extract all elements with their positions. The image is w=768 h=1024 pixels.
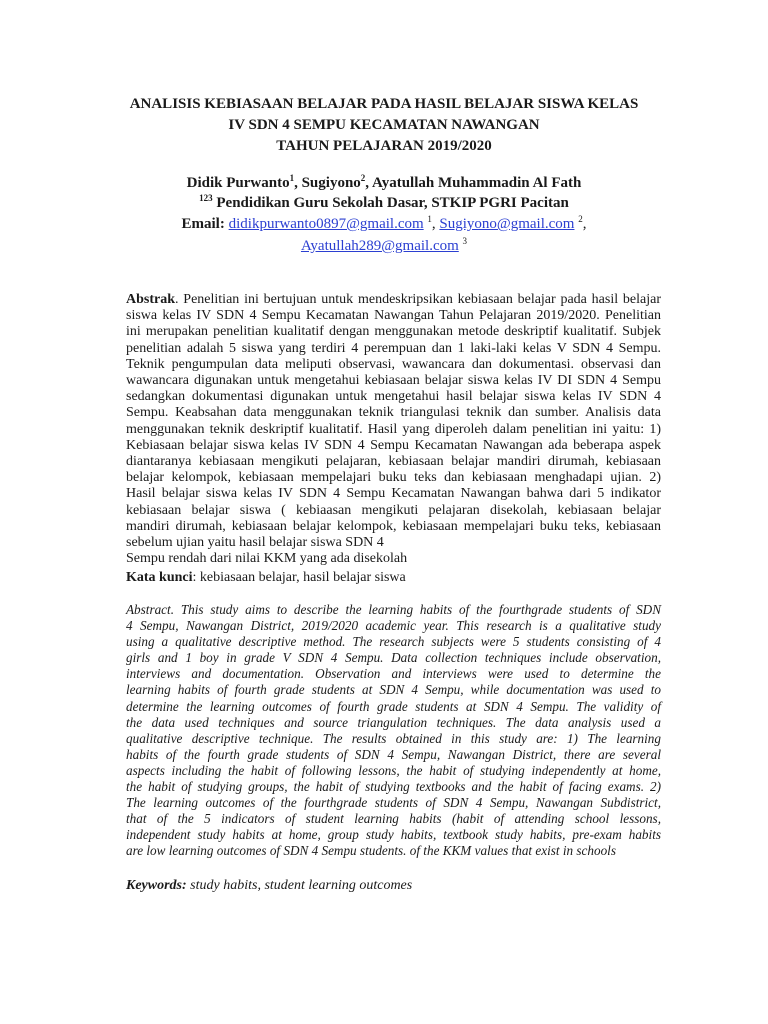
- abstract-line: independent study habits at home, group study habits, textbook study habits, pre-exam habits: [126, 827, 661, 843]
- paper-title: [80, 94, 688, 157]
- keywords-label: Keywords:: [126, 878, 187, 893]
- title-line-2: IV SDN 4 SEMPU KECAMATAN NAWANGAN: [228, 117, 540, 133]
- author-2-sup: 2: [360, 173, 366, 183]
- email-3-sup: 3: [462, 236, 468, 246]
- abstract-line: qualitative descriptive technique. The results obtained in this study are: 1) The learning: [126, 730, 661, 746]
- title-line-3: TAHUN PELAJARAN 2019/2020: [276, 138, 492, 154]
- email-link-2[interactable]: Sugiyono@gmail.com: [439, 216, 575, 232]
- abstract-line: using a qualitative descriptive method. The research subjects were 5 students consisting of 4: [126, 634, 661, 650]
- abstract-line: the data used techniques and source triangulation techniques. The data analysis used a: [126, 714, 661, 730]
- abstract-line: aspects including the habit of following lessons, the habit of studying independently at home,: [126, 762, 661, 778]
- abstract-line: habits of the fourth grade students of SDN 4 Sempu, Nawangan District, there are several: [126, 746, 661, 762]
- abstrak-line: Abstrak. Penelitian ini bertujuan untuk mendeskripsikan kebiasaan belajar pada hasil belajar: [126, 292, 661, 307]
- author-1-sup: 1: [289, 173, 295, 183]
- abstrak-line: wawancara digunakan untuk mengetahui kebiasaan belajar siswa kelas IV DI SDN 4 Sempu: [126, 373, 661, 389]
- author-2: Sugiyono: [301, 175, 361, 191]
- abstrak-line: belajar kelompok, kebiasaan mempelajari buku teks dan kebiasaan menghadapi ujian. 2): [126, 470, 661, 486]
- affiliation: [80, 193, 688, 214]
- abstract-line: 4 Sempu, Nawangan District, 2019/2020 academic year. This research is a qualitative study: [126, 618, 661, 634]
- abstract-line: The learning outcomes of the fourthgrade students of SDN 4 Sempu, Nawangan Subdistrict,: [126, 795, 661, 811]
- abstrak-line: mandiri dirumah, kebiasaan belajar kelompok, kebiasaan mempelajari buku teks, kebiasaan: [126, 518, 661, 534]
- abstrak-line: Sempu. Keabsahan data menggunakan teknik triangulasi teknik dan sumber. Analisis data: [126, 405, 661, 421]
- affiliation-text: Pendidikan Guru Sekolah Dasar, STKIP PGRI Pacitan: [212, 195, 569, 211]
- email-link-3[interactable]: Ayatullah289@gmail.com: [300, 238, 459, 254]
- keywords-text: study habits, student learning outcomes: [186, 878, 413, 893]
- kata-kunci-text: : kebiasaan belajar, hasil belajar siswa: [192, 570, 406, 585]
- abstrak-line: Hasil belajar siswa kelas IV SDN 4 Sempu Kecamatan Nawangan bahwa dari 5 indikator: [126, 486, 661, 502]
- abstract-english: [126, 602, 661, 860]
- abstract-line: girls and 1 boy in grade V SDN 4 Sempu. Data collection techniques include observation,: [126, 650, 661, 666]
- abstrak-line: Sempu rendah dari nilai KKM yang ada disekolah: [126, 551, 408, 567]
- title-line-1: ANALISIS KEBIASAAN BELAJAR PADA HASIL BELAJAR SISWA KELAS: [129, 96, 639, 112]
- affiliation-sup: 123: [199, 193, 213, 203]
- abstrak-line: penelitian adalah 5 siswa yang terdiri 4 perempuan dan 1 laki-laki kelas V SDN 4 Sempu.: [126, 340, 661, 356]
- author-separator: ,: [294, 175, 302, 191]
- abstract-line: Abstract. This study aims to describe the learning habits of the fourthgrade students of SDN: [126, 602, 661, 617]
- kata-kunci-label: Kata kunci: [126, 570, 193, 585]
- author-3: Ayatullah Muhammadin Al Fath: [371, 175, 582, 191]
- keywords: [126, 878, 661, 894]
- abstract-line: the habit of studying groups, the habit of studying textbooks and the habit of facing exams. 2): [126, 779, 661, 795]
- abstract-line: determine the learning outcomes of fourth grade students at SDN 4 Sempu. The validity of: [126, 698, 661, 714]
- author-list: [80, 173, 688, 194]
- email-1-sup: 1: [427, 214, 432, 224]
- abstrak-line: siswa kelas IV SDN 4 Sempu Kecamatan Nawangan Tahun Pelajaran 2019/2020. Penelitian: [126, 308, 661, 324]
- abstract-line: interviews and documentation. Observation and interviews were used to determine the: [126, 666, 661, 682]
- email-line-1: Email: didikpurwanto0897@gmail.com $^1$, Sugiyono@gmail.com $^2$,: [181, 214, 587, 232]
- abstrak-line: menggunakan teknik deskriptif kualitatif. Hasil yang diperoleh dalam penelitian ini yaitu: 1): [126, 421, 661, 437]
- author-separator: ,: [365, 175, 372, 191]
- email-link-1[interactable]: didikpurwanto0897@gmail.com: [228, 216, 424, 232]
- abstrak-line: sedangkan dokumentasi digunakan untuk mengetahui hasil belajar siswa kelas IV SDN 4: [126, 389, 661, 405]
- abstract-line: that of the 5 indicators of student learning habits (habit of attending school lessons,: [126, 811, 661, 827]
- abstrak-line: Kebiasaan belajar siswa kelas IV SDN 4 Sempu Kecamatan Nawangan ada beberapa aspek: [126, 437, 661, 453]
- email-2-sup: 2: [578, 214, 583, 224]
- abstrak-line: kebiasaan belajar siswa ( kebiaasan mengikuti pelajaran disekolah, kebiasaan belajar: [126, 502, 661, 518]
- abstrak-line: ini merupakan penelitian kualitatif dengan menggunakan metode deskriptif kualitatif. Subjek: [126, 324, 661, 340]
- abstract-line: are low learning outcomes of SDN 4 Sempu students. of the KKM values that exist in schools: [126, 843, 616, 859]
- author-1: Didik Purwanto: [186, 175, 290, 191]
- abstrak-line: diantaranya kebiasaan mengikuti pelajaran, kebiasaan belajar mandiri dirumah, kebiasaan: [126, 454, 661, 470]
- abstrak-line: Teknik pengumpulan data meliputi observasi, wawancara dan dokumentasi. observasi dan: [126, 356, 661, 372]
- abstract-line: learning habits of fourth grade students at SDN 4 Sempu, while documentation was used to: [126, 682, 661, 698]
- abstrak-label: Abstrak: [126, 292, 176, 307]
- email-line-2: [80, 236, 688, 257]
- kata-kunci: [126, 570, 661, 586]
- email-label: Email:: [181, 216, 225, 232]
- abstrak-line: sebelum ujian yaitu hasil belajar siswa SDN 4: [126, 535, 384, 551]
- abstrak-paragraph: [126, 292, 661, 567]
